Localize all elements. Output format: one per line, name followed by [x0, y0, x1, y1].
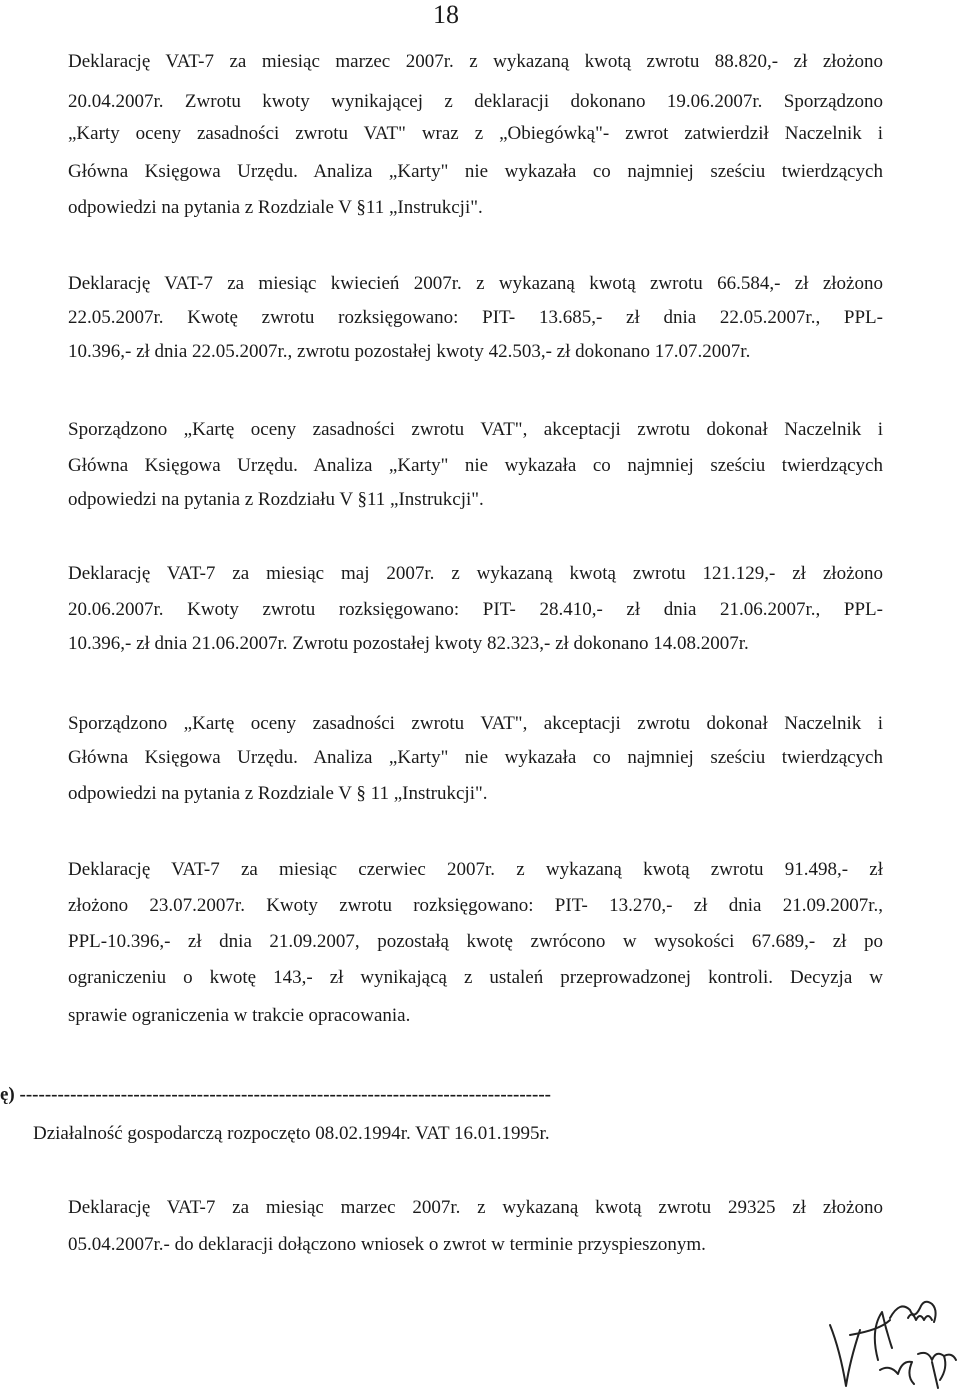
- section-6-line-2: złożono 23.07.2007r. Kwoty zwrotu rozksięgowano: PIT- 13.270,- zł dnia 21.09.2007r.,: [68, 895, 883, 916]
- section-3-line-1: Sporządzono „Kartę oceny zasadności zwrotu VAT", akceptacji zwrotu dokonał Naczelnik i: [68, 419, 883, 440]
- section-3-line-2: Główna Księgowa Urzędu. Analiza „Karty" nie wykazała co najmniej sześciu twierdzących: [68, 455, 883, 476]
- section-1-line-5: odpowiedzi na pytania z Rozdziale V §11 „Instrukcji".: [68, 197, 483, 218]
- section-2-line-2: 22.05.2007r. Kwotę zwrotu rozksięgowano: PIT- 13.685,- zł dnia 22.05.2007r., PPL-: [68, 307, 883, 328]
- section-3-line-3: odpowiedzi na pytania z Rozdziału V §11 „Instrukcji".: [68, 489, 484, 510]
- section-5-line-2: Główna Księgowa Urzędu. Analiza „Karty" nie wykazała co najmniej sześciu twierdzących: [68, 747, 883, 768]
- section-8-line-1: Deklarację VAT-7 za miesiąc marzec 2007r. z wykazaną kwotą zwrotu 29325 zł złożono: [68, 1197, 883, 1218]
- section-1-line-2: 20.04.2007r. Zwrotu kwoty wynikającej z deklaracji dokonano 19.06.2007r. Sporządzono: [68, 91, 883, 112]
- section-marker-dashes: ę) ------------------------------------------------------------------------------------: [0, 1084, 551, 1105]
- handwritten-signature: [820, 1290, 960, 1391]
- page-number: 18: [433, 0, 459, 29]
- section-6-line-4: ograniczeniu o kwotę 143,- zł wynikającą z ustaleń przeprowadzonej kontroli. Decyzja w: [68, 967, 883, 988]
- section-1-line-1: Deklarację VAT-7 za miesiąc marzec 2007r. z wykazaną kwotą zwrotu 88.820,- zł złożono: [68, 51, 883, 72]
- activity-start-line: Działalność gospodarczą rozpoczęto 08.02.1994r. VAT 16.01.1995r.: [33, 1123, 550, 1144]
- section-6-line-3: PPL-10.396,- zł dnia 21.09.2007, pozostałą kwotę zwrócono w wysokości 67.689,- zł po: [68, 931, 883, 952]
- section-4-line-1: Deklarację VAT-7 za miesiąc maj 2007r. z wykazaną kwotą zwrotu 121.129,- zł złożono: [68, 563, 883, 584]
- section-6-line-5: sprawie ograniczenia w trakcie opracowania.: [68, 1005, 411, 1026]
- section-1-line-4: Główna Księgowa Urzędu. Analiza „Karty" nie wykazała co najmniej sześciu twierdzących: [68, 161, 883, 182]
- section-2-line-3: 10.396,- zł dnia 22.05.2007r., zwrotu pozostałej kwoty 42.503,- zł dokonano 17.07.2007r.: [68, 341, 751, 362]
- section-8-line-2: 05.04.2007r.- do deklaracji dołączono wniosek o zwrot w terminie przyspieszonym.: [68, 1234, 706, 1255]
- section-5-line-3: odpowiedzi na pytania z Rozdziale V § 11 „Instrukcji".: [68, 783, 488, 804]
- section-2-line-1: Deklarację VAT-7 za miesiąc kwiecień 2007r. z wykazaną kwotą zwrotu 66.584,- zł złożono: [68, 273, 883, 294]
- section-4-line-2: 20.06.2007r. Kwoty zwrotu rozksięgowano: PIT- 28.410,- zł dnia 21.06.2007r., PPL-: [68, 599, 883, 620]
- section-6-line-1: Deklarację VAT-7 za miesiąc czerwiec 2007r. z wykazaną kwotą zwrotu 91.498,- zł: [68, 859, 883, 880]
- section-5-line-1: Sporządzono „Kartę oceny zasadności zwrotu VAT", akceptacji zwrotu dokonał Naczelnik i: [68, 713, 883, 734]
- section-4-line-3: 10.396,- zł dnia 21.06.2007r. Zwrotu pozostałej kwoty 82.323,- zł dokonano 14.08.2007r.: [68, 633, 749, 654]
- section-1-line-3: „Karty oceny zasadności zwrotu VAT" wraz z „Obiegówką"- zwrot zatwierdził Naczelnik i: [68, 123, 883, 144]
